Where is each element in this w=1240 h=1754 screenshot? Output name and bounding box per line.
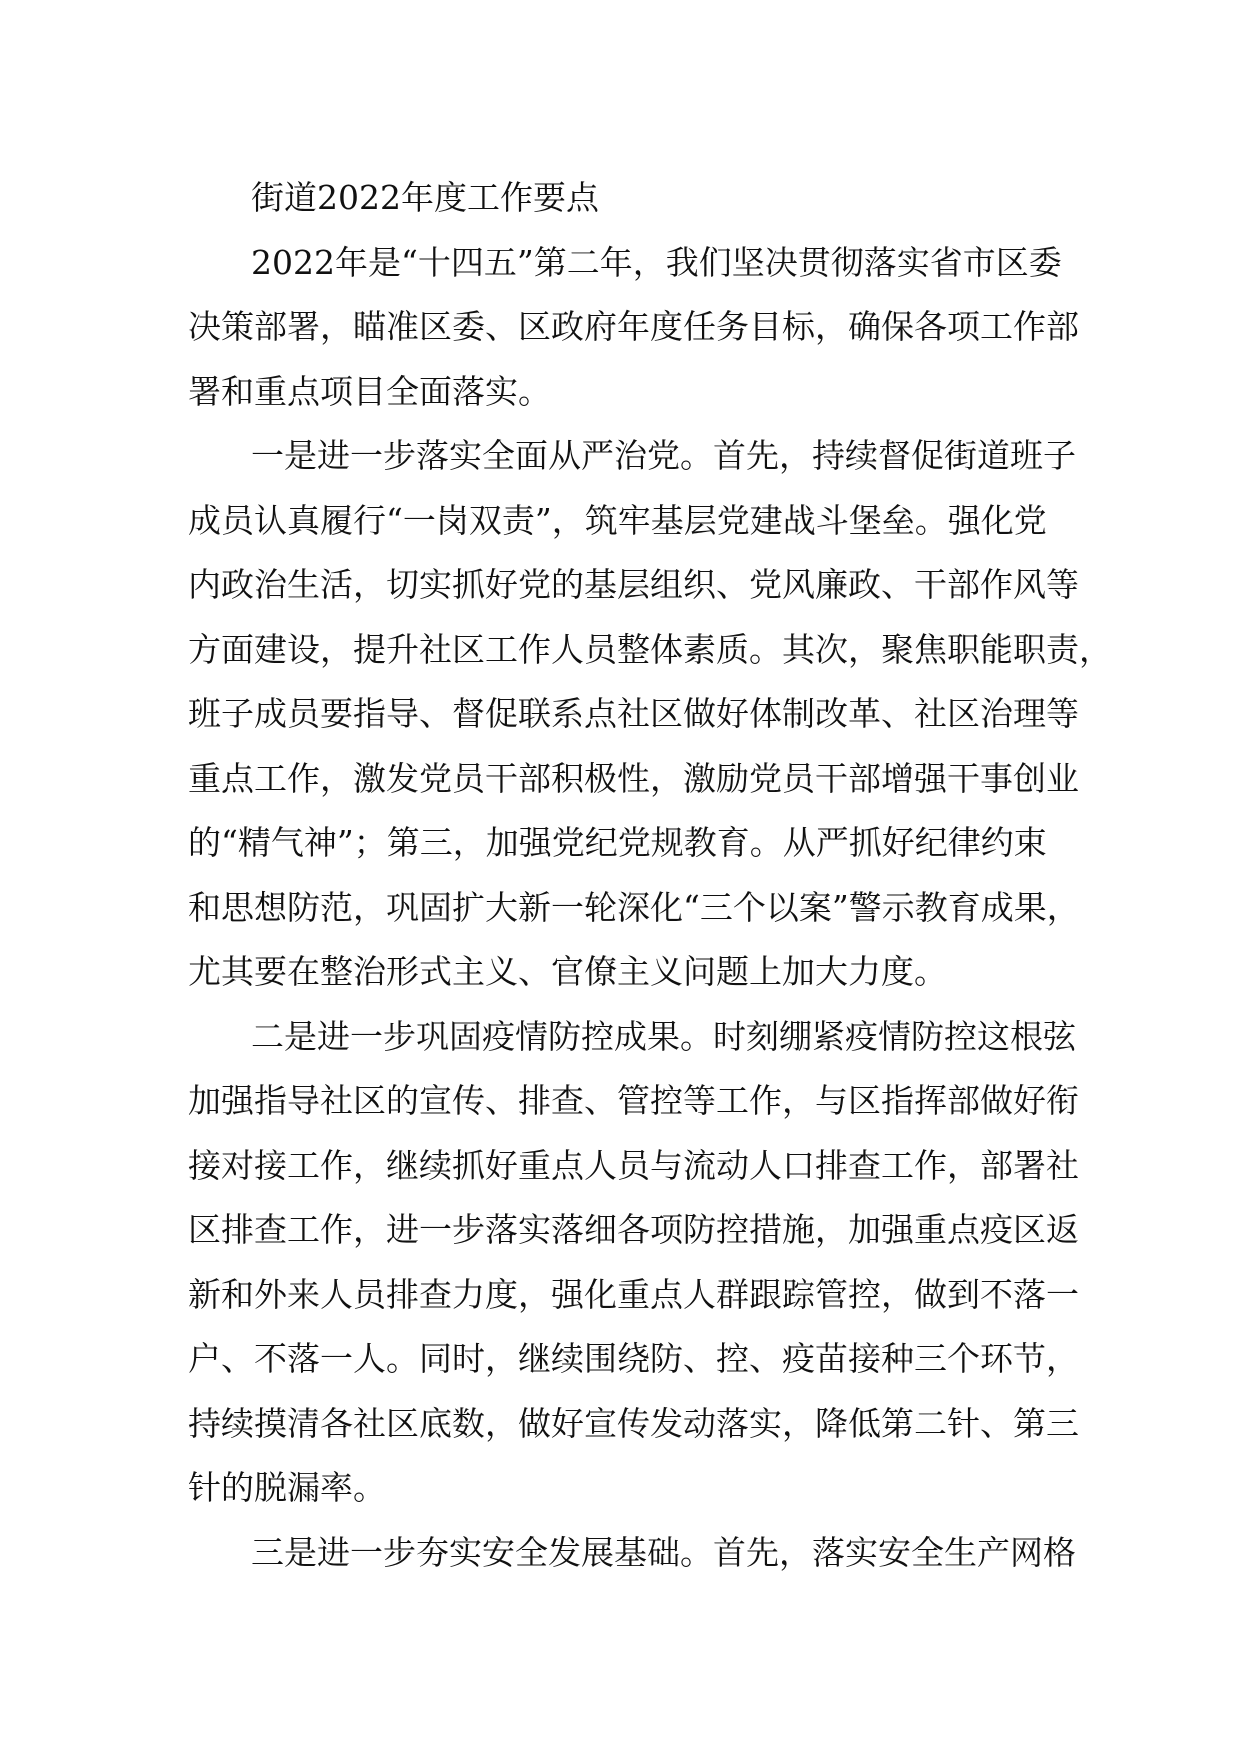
paragraph-safety-development: [188, 1521, 1078, 1586]
paragraph-line: 二是进一步巩固疫情防控成果。时刻绷紧疫情防控这根弦: [251, 1016, 1076, 1056]
paragraph-line: 尤其要在整治形式主义、官僚主义问题上加大力度。: [188, 952, 947, 991]
paragraph-line: 区排查工作，进一步落实落细各项防控措施，加强重点疫区返: [188, 1210, 1079, 1249]
paragraph-line: 针的脱漏率。: [188, 1468, 386, 1507]
paragraph-line: 新和外来人员排查力度，强化重点人群跟踪管控，做到不落一: [188, 1274, 1079, 1314]
paragraph-epidemic-control: [188, 1005, 1078, 1521]
paragraph-line: 的“精气神”；第三，加强党纪党规教育。从严抓好纪律约束: [188, 823, 1047, 862]
paragraph-line: 成员认真履行“一岗双责”，筑牢基层党建战斗堡垒。强化党: [188, 500, 1047, 540]
paragraph-line: 重点工作，激发党员干部积极性，激励党员干部增强干事创业: [188, 758, 1079, 798]
paragraph-line: 决策部署，瞄准区委、区政府年度任务目标，确保各项工作部: [188, 307, 1079, 346]
paragraph-line: 持续摸清各社区底数，做好宣传发动落实，降低第二针、第三: [188, 1403, 1079, 1443]
paragraph-party-governance: [188, 424, 1112, 1005]
paragraph-line: 和思想防范，巩固扩大新一轮深化“三个以案”警示教育成果，: [188, 887, 1080, 927]
paragraph-line: 户、不落一人。同时，继续围绕防、控、疫苗接种三个环节，: [188, 1339, 1079, 1378]
document-title: 街道2022年度工作要点: [251, 178, 599, 217]
paragraph-line: 加强指导社区的宣传、排查、管控等工作，与区指挥部做好衔: [188, 1081, 1079, 1120]
paragraph-line: 2022年是“十四五”第二年，我们坚决贯彻落实省市区委: [251, 242, 1062, 282]
paragraph-line: 班子成员要指导、督促联系点社区做好体制改革、社区治理等: [188, 694, 1079, 733]
paragraph-line: 一是进一步落实全面从严治党。首先，持续督促街道班子: [251, 436, 1076, 475]
paragraph-intro: [188, 231, 1078, 425]
paragraph-line: 内政治生活，切实抓好党的基层组织、党风廉政、干部作风等: [188, 565, 1079, 604]
document-body: [188, 166, 1112, 1585]
paragraph-line: 三是进一步夯实安全发展基础。首先，落实安全生产网格: [251, 1532, 1076, 1572]
paragraph-line: 接对接工作，继续抓好重点人员与流动人口排查工作，部署社: [188, 1145, 1079, 1185]
paragraph-line: 署和重点项目全面落实。: [188, 371, 551, 411]
paragraph-line: 方面建设，提升社区工作人员整体素质。其次，聚焦职能职责，: [188, 629, 1112, 669]
